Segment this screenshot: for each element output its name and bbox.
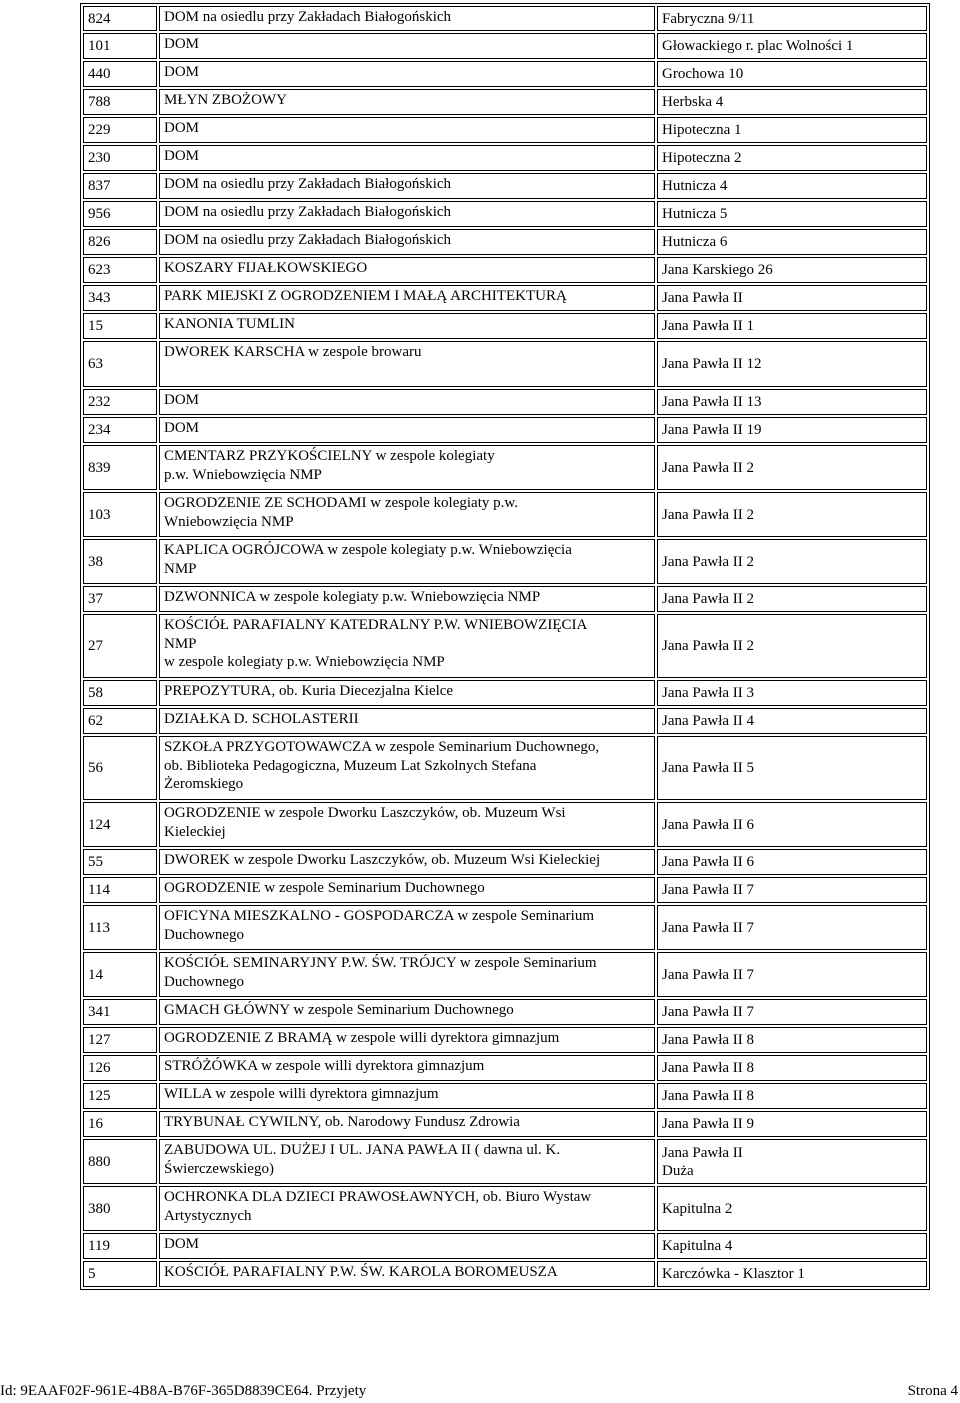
monument-id-cell: 119 — [83, 1233, 157, 1259]
monument-address-cell: Jana Pawła II 2 — [657, 586, 927, 612]
monument-address-cell: Jana Pawła II 2 — [657, 445, 927, 490]
table-row — [83, 708, 927, 734]
monument-name-cell: CMENTARZ PRZYKOŚCIELNY w zespole kolegiaty p.w. Wniebowzięcia NMP — [159, 445, 655, 490]
table-row — [83, 89, 927, 115]
monument-name-cell: PREPOZYTURA, ob. Kuria Diecezjalna Kielce — [159, 680, 655, 706]
table-row — [83, 539, 927, 584]
monument-address-cell: Jana Pawła II 5 — [657, 736, 927, 800]
monument-name-cell: OGRODZENIE w zespole Dworku Laszczyków, ob. Muzeum Wsi Kieleckiej — [159, 802, 655, 847]
monument-name-cell: MŁYN ZBOŻOWY — [159, 89, 655, 115]
monument-name-cell: KOŚCIÓŁ SEMINARYJNY P.W. ŚW. TRÓJCY w zespole Seminarium Duchownego — [159, 952, 655, 997]
table-row — [83, 849, 927, 875]
monument-id-cell: 126 — [83, 1055, 157, 1081]
monument-id-cell: 440 — [83, 61, 157, 87]
monument-id-cell: 380 — [83, 1186, 157, 1231]
table-row — [83, 33, 927, 59]
monument-address-cell: Hipoteczna 1 — [657, 117, 927, 143]
monument-address-cell: Hutnicza 4 — [657, 173, 927, 199]
monument-id-cell: 114 — [83, 877, 157, 903]
monument-address-cell: Fabryczna 9/11 — [657, 6, 927, 31]
monument-address-cell: Jana Pawła II 19 — [657, 417, 927, 443]
monument-id-cell: 839 — [83, 445, 157, 490]
monument-name-cell: KAPLICA OGRÓJCOWA w zespole kolegiaty p.w. Wniebowzięcia NMP — [159, 539, 655, 584]
monument-address-cell: Jana Pawła II 7 — [657, 877, 927, 903]
table-row — [83, 614, 927, 678]
page-number: Strona 4 — [907, 1383, 958, 1399]
table-row — [83, 952, 927, 997]
table-row — [83, 1055, 927, 1081]
monument-id-cell: 229 — [83, 117, 157, 143]
monument-id-cell: 101 — [83, 33, 157, 59]
monument-address-cell: Jana Pawła II 2 — [657, 492, 927, 537]
table-row — [83, 1186, 927, 1231]
monument-id-cell: 16 — [83, 1111, 157, 1137]
table-row — [83, 905, 927, 950]
monument-address-cell: Hutnicza 6 — [657, 229, 927, 255]
table-row — [83, 680, 927, 706]
monument-id-cell: 824 — [83, 6, 157, 31]
monument-address-cell: Hutnicza 5 — [657, 201, 927, 227]
monument-id-cell: 113 — [83, 905, 157, 950]
monument-id-cell: 826 — [83, 229, 157, 255]
monument-name-cell: DOM — [159, 417, 655, 443]
monument-name-cell: OCHRONKA DLA DZIECI PRAWOSŁAWNYCH, ob. Biuro Wystaw Artystycznych — [159, 1186, 655, 1231]
monument-name-cell: OGRODZENIE Z BRAMĄ w zespole willi dyrektora gimnazjum — [159, 1027, 655, 1053]
monument-name-cell: SZKOŁA PRZYGOTOWAWCZA w zespole Seminarium Duchownego, ob. Biblioteka Pedagogiczna, Muzeum Lat Szkolnych Stefana Żeromskiego — [159, 736, 655, 800]
monument-name-cell: DWOREK KARSCHA w zespole browaru — [159, 341, 655, 387]
table-row — [83, 173, 927, 199]
monument-address-cell: Jana Pawła II — [657, 285, 927, 311]
monument-id-cell: 343 — [83, 285, 157, 311]
monument-name-cell: GMACH GŁÓWNY w zespole Seminarium Duchownego — [159, 999, 655, 1025]
monument-address-cell: Jana Pawła II 7 — [657, 905, 927, 950]
monument-address-cell: Jana Pawła II 12 — [657, 341, 927, 387]
monument-address-cell: Jana Pawła II 2 — [657, 614, 927, 678]
monument-register-table — [80, 3, 930, 1290]
table-row — [83, 417, 927, 443]
monument-name-cell: KOSZARY FIJAŁKOWSKIEGO — [159, 257, 655, 283]
monument-id-cell: 956 — [83, 201, 157, 227]
table-row — [83, 285, 927, 311]
register-table-body — [83, 6, 927, 1287]
monument-id-cell: 58 — [83, 680, 157, 706]
table-row — [83, 802, 927, 847]
table-row — [83, 257, 927, 283]
document-id: Id: 9EAAF02F-961E-4B8A-B76F-365D8839CE64. Przyjety — [0, 1383, 367, 1399]
table-row — [83, 117, 927, 143]
monument-id-cell: 55 — [83, 849, 157, 875]
monument-address-cell: Kapitulna 2 — [657, 1186, 927, 1231]
monument-address-cell: Kapitulna 4 — [657, 1233, 927, 1259]
monument-id-cell: 27 — [83, 614, 157, 678]
monument-address-cell: Hipoteczna 2 — [657, 145, 927, 171]
monument-address-cell: Jana Pawła II 8 — [657, 1027, 927, 1053]
monument-id-cell: 124 — [83, 802, 157, 847]
table-row — [83, 201, 927, 227]
monument-address-cell: Jana Pawła II 9 — [657, 1111, 927, 1137]
monument-id-cell: 623 — [83, 257, 157, 283]
monument-address-cell: Głowackiego r. plac Wolności 1 — [657, 33, 927, 59]
monument-name-cell: DOM na osiedlu przy Zakładach Białogońskich — [159, 201, 655, 227]
table-row — [83, 6, 927, 31]
monument-id-cell: 103 — [83, 492, 157, 537]
table-row — [83, 229, 927, 255]
table-row — [83, 313, 927, 339]
monument-name-cell: KOŚCIÓŁ PARAFIALNY KATEDRALNY P.W. WNIEBOWZIĘCIA NMP w zespole kolegiaty p.w. Wniebowzięcia NMP — [159, 614, 655, 678]
monument-address-cell: Jana Pawła II 2 — [657, 539, 927, 584]
monument-name-cell: WILLA w zespole willi dyrektora gimnazjum — [159, 1083, 655, 1109]
monument-name-cell: OGRODZENIE w zespole Seminarium Duchownego — [159, 877, 655, 903]
monument-name-cell: DZIAŁKA D. SCHOLASTERII — [159, 708, 655, 734]
monument-name-cell: DOM — [159, 61, 655, 87]
monument-id-cell: 234 — [83, 417, 157, 443]
monument-id-cell: 788 — [83, 89, 157, 115]
monument-name-cell: OFICYNA MIESZKALNO - GOSPODARCZA w zespole Seminarium Duchownego — [159, 905, 655, 950]
monument-name-cell: DOM — [159, 145, 655, 171]
monument-address-cell: Jana Pawła II Duża — [657, 1139, 927, 1184]
monument-name-cell: DOM — [159, 33, 655, 59]
monument-name-cell: OGRODZENIE ZE SCHODAMI w zespole kolegiaty p.w. Wniebowzięcia NMP — [159, 492, 655, 537]
monument-address-cell: Grochowa 10 — [657, 61, 927, 87]
monument-id-cell: 232 — [83, 389, 157, 415]
table-row — [83, 145, 927, 171]
monument-id-cell: 37 — [83, 586, 157, 612]
monument-address-cell: Herbska 4 — [657, 89, 927, 115]
table-row — [83, 61, 927, 87]
table-row — [83, 1083, 927, 1109]
monument-address-cell: Jana Pawła II 4 — [657, 708, 927, 734]
monument-address-cell: Jana Pawła II 6 — [657, 849, 927, 875]
monument-name-cell: DOM na osiedlu przy Zakładach Białogońskich — [159, 173, 655, 199]
monument-name-cell: DZWONNICA w zespole kolegiaty p.w. Wniebowzięcia NMP — [159, 586, 655, 612]
monument-id-cell: 230 — [83, 145, 157, 171]
table-row — [83, 736, 927, 800]
monument-address-cell: Karczówka - Klasztor 1 — [657, 1261, 927, 1287]
monument-id-cell: 62 — [83, 708, 157, 734]
table-row — [83, 1139, 927, 1184]
monument-address-cell: Jana Pawła II 6 — [657, 802, 927, 847]
monument-name-cell: STRÓŻÓWKA w zespole willi dyrektora gimnazjum — [159, 1055, 655, 1081]
monument-name-cell: TRYBUNAŁ CYWILNY, ob. Narodowy Fundusz Zdrowia — [159, 1111, 655, 1137]
table-row — [83, 341, 927, 387]
monument-name-cell: DOM — [159, 117, 655, 143]
monument-id-cell: 837 — [83, 173, 157, 199]
table-row — [83, 1111, 927, 1137]
monument-name-cell: DOM — [159, 389, 655, 415]
monument-address-cell: Jana Karskiego 26 — [657, 257, 927, 283]
monument-address-cell: Jana Pawła II 7 — [657, 999, 927, 1025]
monument-name-cell: DOM — [159, 1233, 655, 1259]
monument-id-cell: 14 — [83, 952, 157, 997]
table-row — [83, 586, 927, 612]
table-row — [83, 492, 927, 537]
table-row — [83, 445, 927, 490]
monument-name-cell: ZABUDOWA UL. DUŻEJ I UL. JANA PAWŁA II ( dawna ul. K. Świerczewskiego) — [159, 1139, 655, 1184]
monument-id-cell: 63 — [83, 341, 157, 387]
monument-id-cell: 880 — [83, 1139, 157, 1184]
monument-address-cell: Jana Pawła II 13 — [657, 389, 927, 415]
monument-id-cell: 38 — [83, 539, 157, 584]
monument-name-cell: KANONIA TUMLIN — [159, 313, 655, 339]
monument-address-cell: Jana Pawła II 3 — [657, 680, 927, 706]
table-row — [83, 389, 927, 415]
monument-name-cell: DWOREK w zespole Dworku Laszczyków, ob. Muzeum Wsi Kieleckiej — [159, 849, 655, 875]
monument-address-cell: Jana Pawła II 1 — [657, 313, 927, 339]
monument-id-cell: 127 — [83, 1027, 157, 1053]
monument-id-cell: 341 — [83, 999, 157, 1025]
monument-name-cell: DOM na osiedlu przy Zakładach Białogońskich — [159, 229, 655, 255]
table-row — [83, 1027, 927, 1053]
table-row — [83, 999, 927, 1025]
monument-name-cell: DOM na osiedlu przy Zakładach Białogońskich — [159, 6, 655, 31]
table-row — [83, 1233, 927, 1259]
monument-name-cell: PARK MIEJSKI Z OGRODZENIEM I MAŁĄ ARCHITEKTURĄ — [159, 285, 655, 311]
monument-id-cell: 56 — [83, 736, 157, 800]
table-row — [83, 1261, 927, 1287]
table-row — [83, 877, 927, 903]
monument-id-cell: 125 — [83, 1083, 157, 1109]
monument-id-cell: 15 — [83, 313, 157, 339]
monument-id-cell: 5 — [83, 1261, 157, 1287]
monument-name-cell: KOŚCIÓŁ PARAFIALNY P.W. ŚW. KAROLA BOROMEUSZA — [159, 1261, 655, 1287]
monument-address-cell: Jana Pawła II 8 — [657, 1055, 927, 1081]
monument-address-cell: Jana Pawła II 7 — [657, 952, 927, 997]
monument-address-cell: Jana Pawła II 8 — [657, 1083, 927, 1109]
